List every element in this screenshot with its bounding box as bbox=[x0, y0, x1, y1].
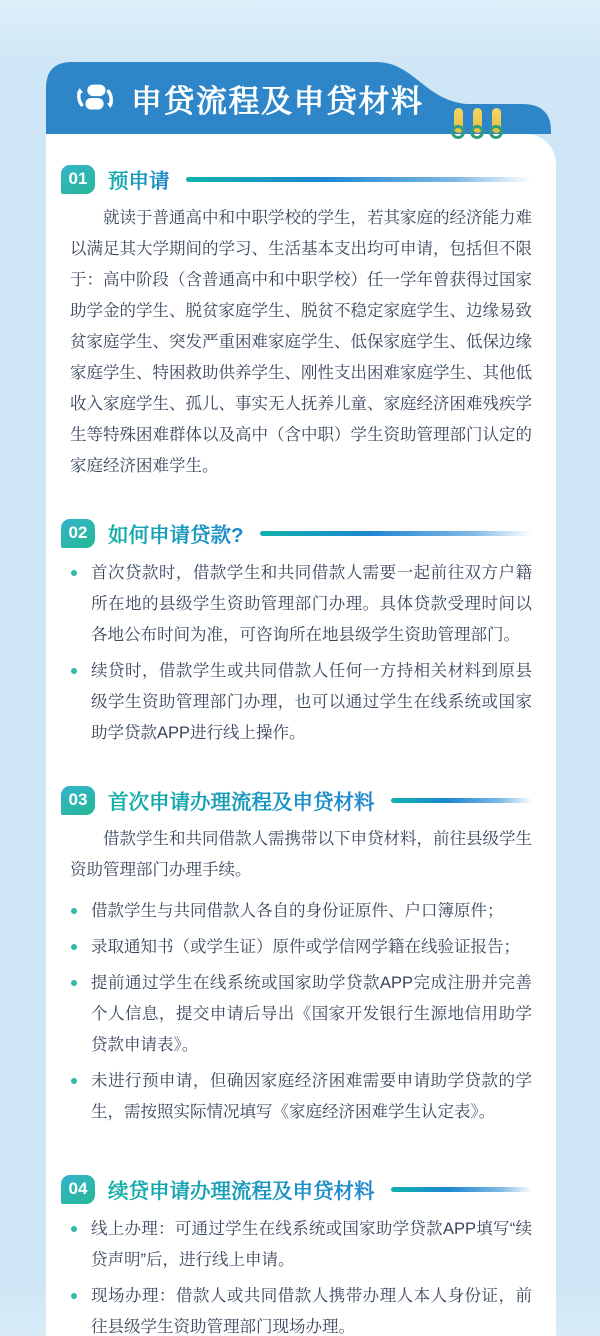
page-title: 申贷流程及申贷材料 bbox=[131, 83, 424, 119]
section-renewal-application bbox=[70, 1174, 532, 1336]
bullet-list bbox=[70, 896, 532, 1128]
pins-row bbox=[454, 108, 501, 133]
card-body bbox=[46, 134, 556, 1336]
bullet-item: 线上办理：可通过学生在线系统或国家助学贷款APP填写“续贷声明”后，进行线上申请。 bbox=[70, 1214, 532, 1276]
section-title: 预申请 bbox=[108, 164, 170, 194]
pin-icon bbox=[454, 108, 463, 133]
section-divider bbox=[260, 531, 532, 536]
section-number-badge: 02 bbox=[61, 519, 95, 548]
section-paragraph: 借款学生和共同借款人需携带以下申贷材料，前往县级学生资助管理部门办理手续。 bbox=[70, 830, 532, 879]
section-divider bbox=[391, 1187, 533, 1192]
section-header bbox=[61, 785, 532, 815]
section-title: 如何申请贷款? bbox=[108, 518, 244, 548]
bullet-item: 现场办理：借款人或共同借款人携带办理人本人身份证，前往县级学生资助管理部门现场办理。 bbox=[70, 1281, 532, 1336]
section-title: 续贷申请办理流程及申贷材料 bbox=[108, 1174, 375, 1204]
bullet-list bbox=[70, 1214, 532, 1336]
bullet-list bbox=[70, 558, 532, 749]
bullet-item: 首次贷款时，借款学生和共同借款人需要一起前往双方户籍所在地的县级学生资助管理部门办理。具体贷款受理时间以各地公布时间为准，可咨询所在地县级学生资助管理部门。 bbox=[70, 558, 532, 651]
section-first-application bbox=[70, 785, 532, 1128]
bullet-item: 提前通过学生在线系统或国家助学贷款APP完成注册并完善个人信息，提交申请后导出《国家开发银行生源地信用助学贷款申请表》。 bbox=[70, 968, 532, 1061]
section-header bbox=[61, 1174, 532, 1204]
banner bbox=[72, 75, 424, 121]
section-divider bbox=[186, 177, 533, 182]
bullet-item: 续贷时，借款学生或共同借款人任何一方持相关材料到原县级学生资助管理部门办理，也可以通过学生在线系统或国家助学贷款APP进行线上操作。 bbox=[70, 656, 532, 749]
section-number-badge: 01 bbox=[61, 165, 95, 194]
section-number-badge: 04 bbox=[61, 1175, 95, 1204]
pin-icon bbox=[492, 108, 501, 133]
coins-cycle-icon bbox=[72, 75, 118, 121]
section-header bbox=[61, 164, 532, 194]
section-paragraph: 就读于普通高中和中职学校的学生，若其家庭的经济能力难以满足其大学期间的学习、生活基本支出均可申请，包括但不限于：高中阶段（含普通高中和中职学校）任一学年曾获得过国家助学金的学生、脱贫家庭学生、脱贫不稳定家庭学生、边缘易致贫家庭学生、突发严重困难家庭学生、低保家庭学生、低保边缘家庭学生、特困救助供养学生、刚性支出困难家庭学生、其他低收入家庭学生、孤儿、事实无人抚养儿童、家庭经济困难残疾学生等特殊困难群体以及高中（含中职）学生资助管理部门认定的家庭经济困难学生。 bbox=[70, 209, 532, 475]
section-title: 首次申请办理流程及申贷材料 bbox=[108, 785, 375, 815]
section-number-badge: 03 bbox=[61, 786, 95, 815]
section-divider bbox=[391, 798, 533, 803]
section-how-to-apply bbox=[70, 518, 532, 749]
section-header bbox=[61, 518, 532, 548]
section-pre-application bbox=[70, 164, 532, 482]
bullet-item: 未进行预申请，但确因家庭经济困难需要申请助学贷款的学生，需按照实际情况填写《家庭经济困难学生认定表》。 bbox=[70, 1066, 532, 1128]
bullet-item: 借款学生与共同借款人各自的身份证原件、户口簿原件； bbox=[70, 896, 532, 927]
bullet-item: 录取通知书（或学生证）原件或学信网学籍在线验证报告； bbox=[70, 932, 532, 963]
content-card bbox=[46, 62, 556, 1336]
pin-icon bbox=[473, 108, 482, 133]
